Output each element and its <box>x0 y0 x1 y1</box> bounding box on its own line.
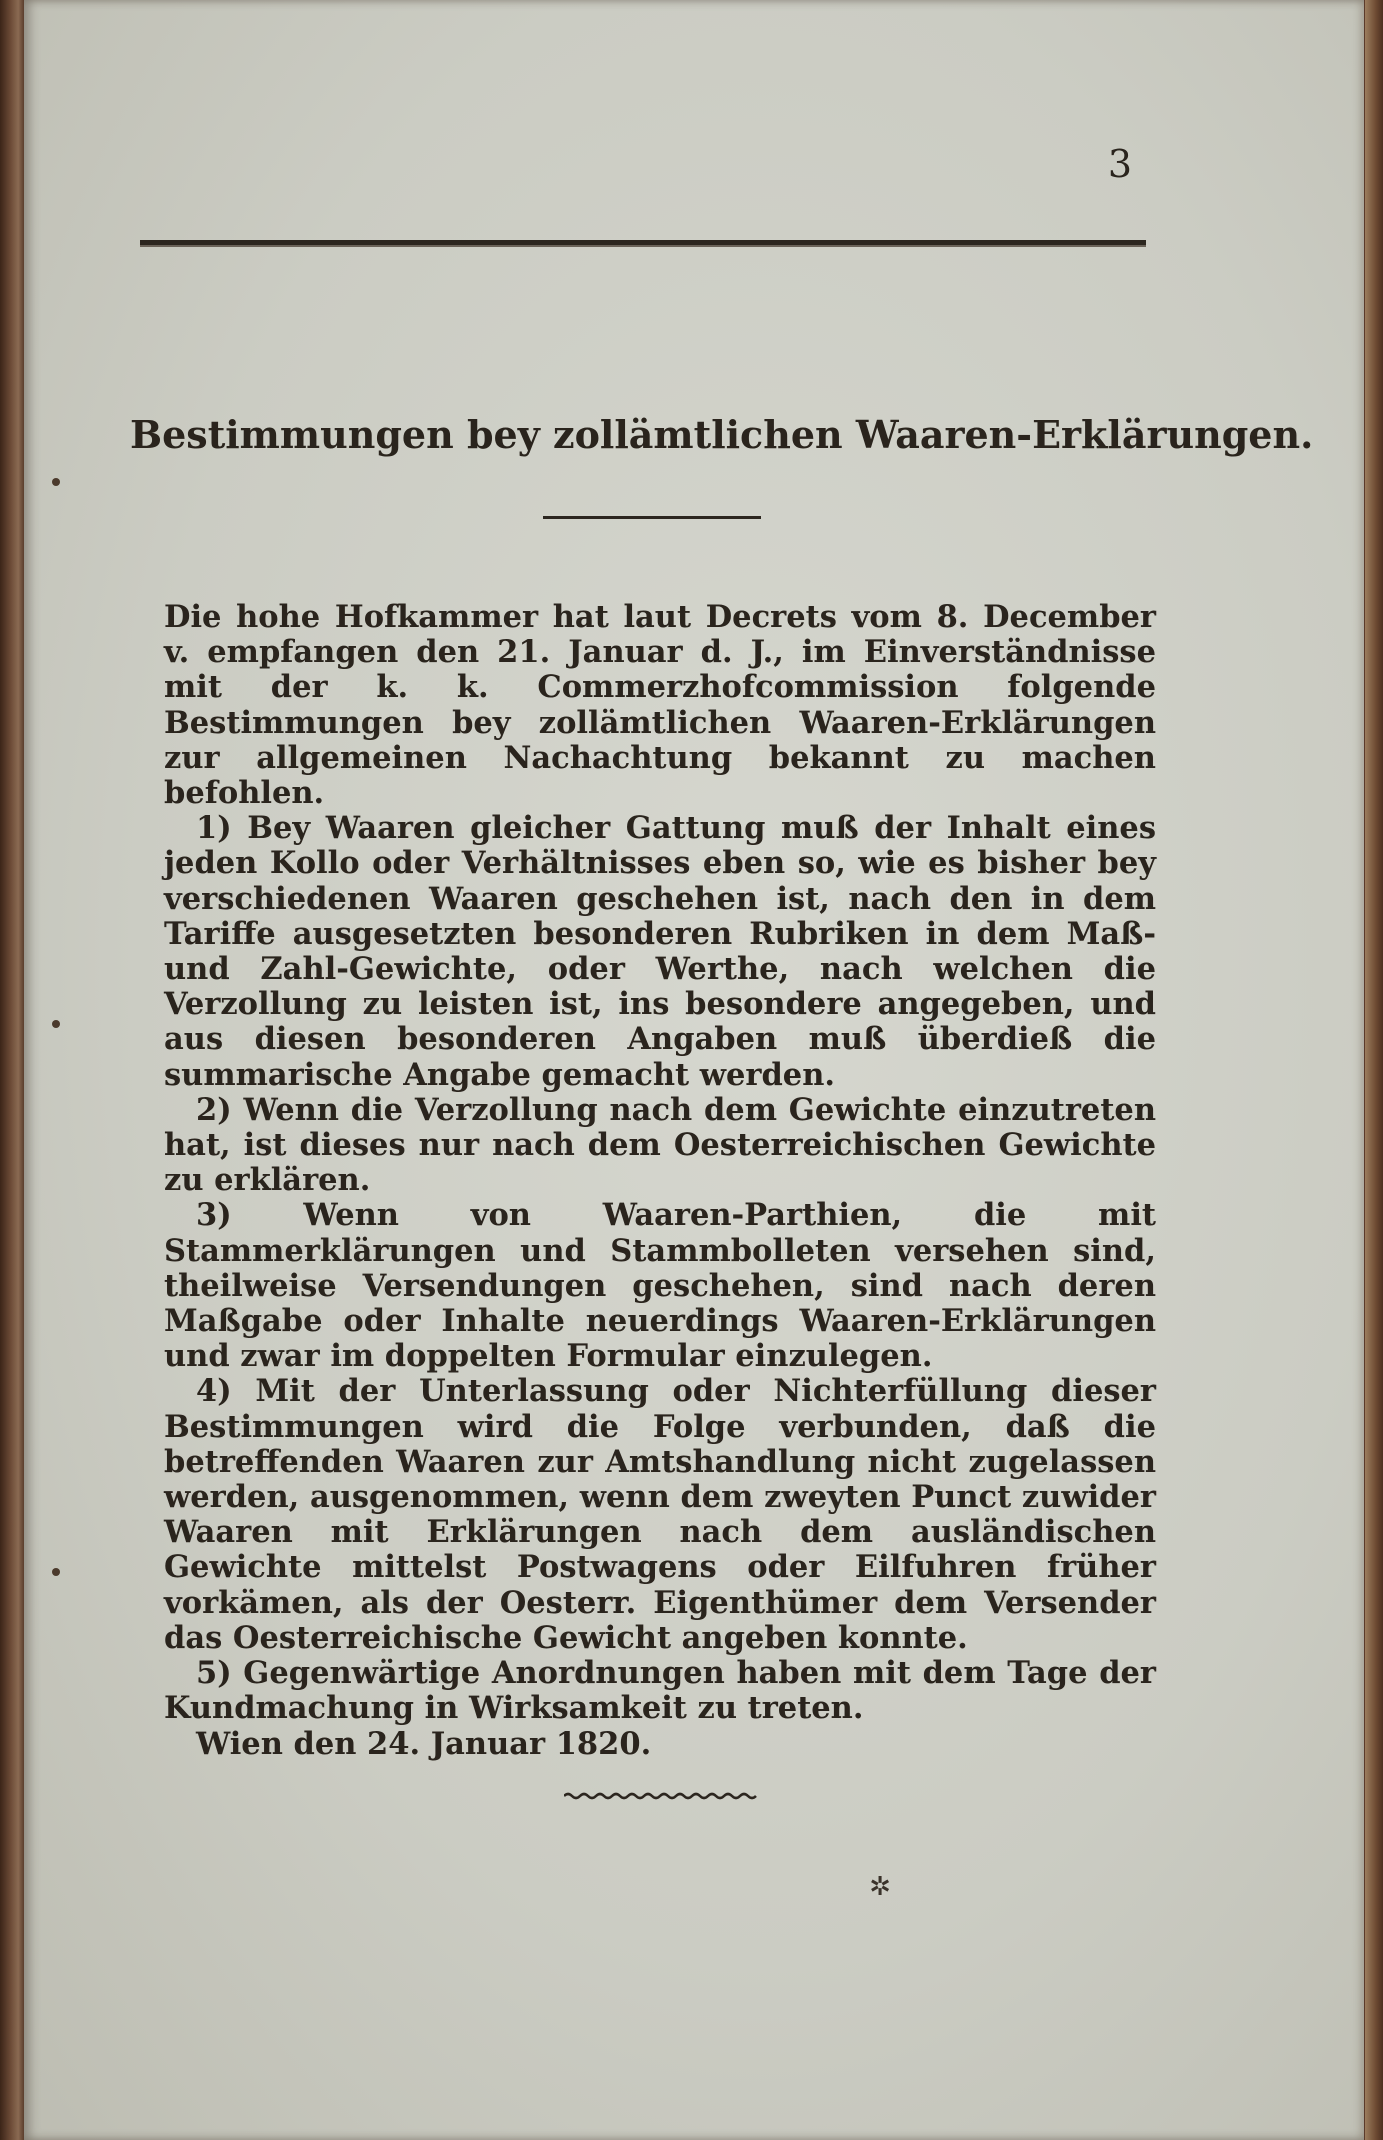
binding-stitch <box>52 1020 60 1028</box>
provision-2: 2) Wenn die Verzollung nach dem Gewichte einzutreten hat, ist dieses nur nach dem Oesterreichischen Gewichte zu erklären. <box>164 1091 1156 1199</box>
title-divider <box>543 516 761 519</box>
binding-stitch <box>52 1568 60 1576</box>
page-edge <box>1365 0 1383 2140</box>
binding-stitch <box>52 478 60 486</box>
provision-5: 5) Gegenwärtige Anordnungen haben mit dem Tage der Kundmachung in Wirksamkeit zu treten. <box>164 1655 1156 1727</box>
provision-1: 1) Bey Waaren gleicher Gattung muß der Inhalt eines jeden Kollo oder Verhältnisses eben so, wie es bisher bey verschiedenen Waaren geschehen ist, nach den in dem Tariffe ausgesetzten besonderen Rubriken in dem Maß- und Zahl-Gewichte, oder Werthe, nach welchen die Verzollung zu leisten ist, ins besondere angegeben, und aus diesen besonderen Angaben muß überdieß die summarische Angabe gemacht werden. <box>164 810 1156 1093</box>
intro-paragraph: Die hohe Hofkammer hat laut Decrets vom 8. December v. empfangen den 21. Januar d. J., im Einverständnisse mit der k. k. Commerzhofcommission folgende Bestimmungen bey zollämtlichen Waaren-Erklärungen zur allgemeinen Nachachtung bekannt zu machen befohlen. <box>164 599 1156 812</box>
page-title: Bestimmungen bey zollämtlichen Waaren-Erklärungen. <box>130 412 1314 457</box>
signoff-line: Wien den 24. Januar 1820. <box>196 1725 652 1762</box>
provision-3: 3) Wenn von Waaren-Parthien, die mit Stammerklärungen und Stammbolleten versehen sind, theilweise Versendungen geschehen, sind nach deren Maßgabe oder Inhalte neuerdings Waaren-Erklärungen und zwar im doppelten Formular einzulegen. <box>164 1197 1156 1375</box>
provision-4: 4) Mit der Unterlassung oder Nichterfüllung dieser Bestimmungen wird die Folge verbunden, daß die betreffenden Waaren zur Amtshandlung nicht zugelassen werden, ausgenommen, wenn dem zweyten Punct zuwider Waaren mit Erklärungen nach dem ausländischen Gewichte mittelst Postwagens oder Eilfuhren früher vorkämen, als der Oesterr. Eigenthümer dem Versender das Oesterreichische Gewicht angeben konnte. <box>164 1373 1156 1656</box>
asterisk-ornament: ✲ <box>869 1872 891 1902</box>
body-text <box>164 600 1156 1762</box>
book-binding <box>0 0 26 2140</box>
header-rule <box>140 240 1146 247</box>
page-number: 3 <box>1107 142 1133 186</box>
end-ornament-rule <box>564 1792 760 1800</box>
